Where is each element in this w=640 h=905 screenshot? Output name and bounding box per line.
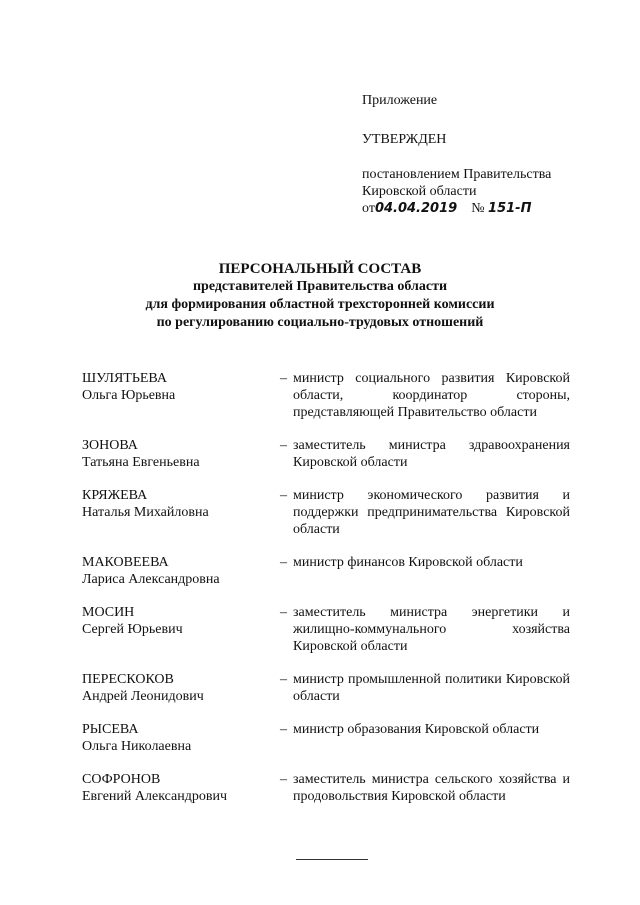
approved-label: УТВЕРЖДЕН (362, 132, 447, 147)
member-given-name: Лариса Александровна (82, 572, 220, 587)
date-prefix: от (362, 201, 375, 216)
member-given-name: Ольга Николаевна (82, 739, 192, 754)
member-row (82, 370, 570, 421)
heading-line-4: по регулированию социально-трудовых отношений (156, 315, 484, 330)
member-role: министр образования Кировской области (293, 722, 540, 737)
member-surname: СОФРОНОВ (82, 772, 161, 787)
document-heading (0, 260, 640, 332)
member-given-name: Наталья Михайловна (82, 505, 209, 520)
member-name (82, 370, 280, 421)
handwritten-number: 151-П (488, 201, 532, 216)
member-role: заместитель министра сельского хозяйства и продовольствия Кировской области (293, 772, 570, 804)
member-role: министр социального развития Кировской области, координатор стороны, представляющей Правительство области (293, 371, 570, 420)
member-surname: ЗОНОВА (82, 438, 138, 453)
approval-block (362, 92, 551, 217)
member-row (82, 604, 570, 655)
member-given-name: Татьяна Евгеньевна (82, 455, 200, 470)
date-number-line (362, 200, 551, 217)
member-role: министр экономического развития и поддержки предпринимательства Кировской области (293, 488, 570, 537)
appendix-label: Приложение (362, 93, 438, 108)
closing-divider (296, 859, 368, 860)
handwritten-date: 04.04.2019 (374, 201, 458, 216)
member-given-name: Ольга Юрьевна (82, 388, 176, 403)
member-row (82, 554, 570, 588)
member-name (82, 554, 280, 588)
heading-line-3: для формирования областной трехсторонней комиссии (145, 297, 495, 312)
member-surname: РЫСЕВА (82, 722, 139, 737)
member-name (82, 721, 280, 755)
member-surname: КРЯЖЕВА (82, 488, 148, 503)
member-given-name: Андрей Леонидович (82, 689, 204, 704)
approved-by-line1: постановлением Правительства (362, 167, 552, 182)
member-row (82, 721, 570, 755)
member-dash: – (280, 488, 287, 503)
member-surname: МОСИН (82, 605, 135, 620)
member-role: министр финансов Кировской области (293, 555, 523, 570)
member-dash: – (280, 722, 287, 737)
member-name (82, 771, 280, 805)
member-surname: ШУЛЯТЬЕВА (82, 371, 167, 386)
member-surname: МАКОВЕЕВА (82, 555, 169, 570)
member-name (82, 604, 280, 655)
members-list (82, 370, 570, 821)
member-name (82, 437, 280, 471)
member-given-name: Сергей Юрьевич (82, 622, 183, 637)
approved-by-line2: Кировской области (362, 184, 477, 199)
member-name (82, 487, 280, 538)
member-dash: – (280, 438, 287, 453)
member-surname: ПЕРЕСКОКОВ (82, 672, 174, 687)
member-row (82, 437, 570, 471)
member-dash: – (280, 672, 287, 687)
document-title: ПЕРСОНАЛЬНЫЙ СОСТАВ (218, 261, 422, 277)
member-name (82, 671, 280, 705)
member-role: министр промышленной политики Кировской области (293, 672, 570, 704)
member-dash: – (280, 605, 287, 620)
number-prefix: № (471, 201, 485, 216)
member-role: заместитель министра здравоохранения Кировской области (293, 438, 570, 470)
member-dash: – (280, 772, 287, 787)
member-dash: – (280, 555, 287, 570)
member-given-name: Евгений Александрович (82, 789, 228, 804)
member-role: заместитель министра энергетики и жилищно-коммунального хозяйства Кировской области (293, 605, 570, 654)
member-dash: – (280, 371, 287, 386)
heading-line-2: представителей Правительства области (192, 279, 448, 294)
member-row (82, 771, 570, 805)
member-row (82, 671, 570, 705)
member-row (82, 487, 570, 538)
